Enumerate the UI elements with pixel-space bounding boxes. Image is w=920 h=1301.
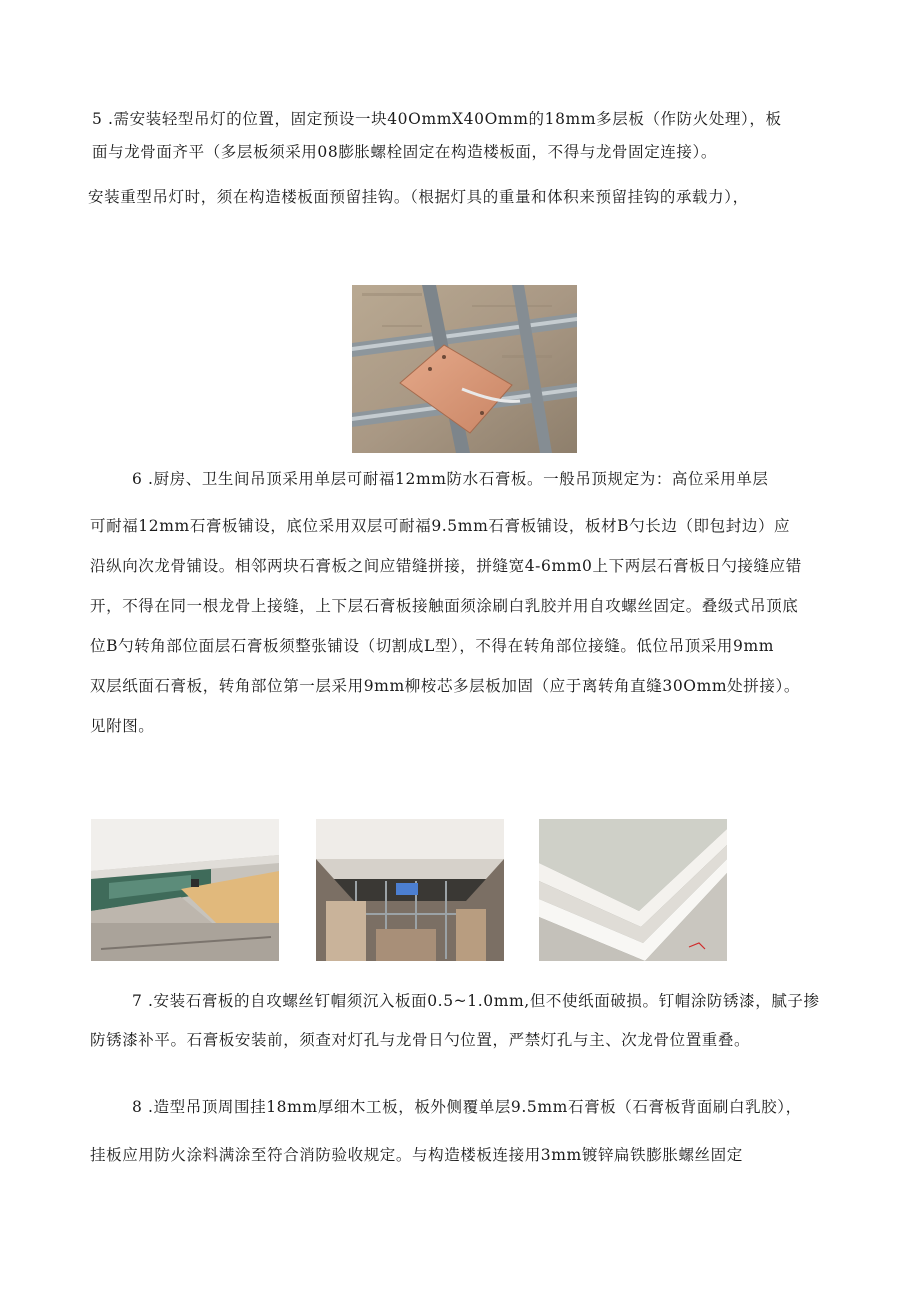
text-line: 安装重型吊灯时，须在构造楼板面预留挂钩。（根据灯具的重量和体积来预留挂钩的承载力）， [88, 188, 749, 206]
finished-ceiling-molding-photo [539, 819, 727, 961]
text-line: 双层纸面石膏板，转角部位第一层采用9mm柳桉芯多层板加固（应于离转角直缝30Omm处拼接）。 [90, 677, 800, 695]
ceiling-plywood-photo [352, 285, 577, 453]
text-line: 开，不得在同一根龙骨上接缝，上下层石膏板接触面须涂刷白乳胶并用自攻螺丝固定。叠级式吊顶底 [90, 597, 799, 615]
paragraph-8 [90, 1091, 860, 1172]
text-line: 5 .需安装轻型吊灯的位置，固定预设一块40OmmX40Omm的18mm多层板（作防火处理），板 [92, 110, 782, 128]
paragraph-7 [90, 985, 860, 1057]
ceiling-grid-install-photo [316, 819, 504, 961]
text-line: 8 .造型吊顶周围挂18mm厚细木工板，板外侧覆单层9.5mm石膏板（石膏板背面刷白乳胶）， [132, 1098, 802, 1116]
text-line: 见附图。 [90, 717, 155, 735]
paragraph-5-continued [88, 181, 848, 214]
text-line: 面与龙骨面齐平（多层板须采用08膨胀螺栓固定在构造楼板面，不得与龙骨固定连接）。 [92, 143, 717, 161]
text-line: 沿纵向次龙骨铺设。相邻两块石膏板之间应错缝拼接，拼缝宽4-6mm0上下两层石膏板日勺接缝应错 [90, 557, 802, 575]
text-line: 可耐福12mm石膏板铺设，底位采用双层可耐福9.5mm石膏板铺设，板材B勺长边（即包封边）应 [90, 517, 791, 535]
ceiling-corner-board-photo [91, 819, 279, 961]
text-line: 6 .厨房、卫生间吊顶采用单层可耐福12mm防水石膏板。一般吊顶规定为：高位采用单层 [132, 470, 769, 488]
paragraph-6 [90, 463, 860, 750]
text-line: 7 .安装石膏板的自攻螺丝钉帽须沉入板面0.5~1.0mm,但不使纸面破损。钉帽涂防锈漆，腻子掺 [132, 992, 820, 1010]
text-line: 位B勺转角部位面层石膏板须整张铺设（切割成L型），不得在转角部位接缝。低位吊顶采用9mm [90, 637, 775, 655]
text-line: 挂板应用防火涂料满涂至符合消防验收规定。与构造楼板连接用3mm镀锌扁铁膨胀螺丝固定 [90, 1146, 743, 1164]
text-line: 防锈漆补平。石膏板安装前，须查对灯孔与龙骨日勺位置，严禁灯孔与主、次龙骨位置重叠。 [90, 1031, 751, 1049]
paragraph-5 [92, 103, 852, 169]
